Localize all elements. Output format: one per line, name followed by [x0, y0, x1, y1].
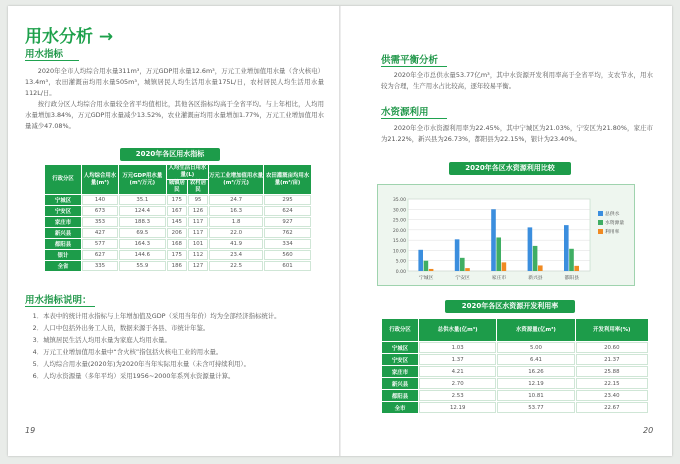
table-cell: 24.7 [209, 195, 263, 205]
table-cell: 624 [264, 206, 311, 216]
balance-text: 2020年全市总供水量53.77亿m³，其中水资源开发利用率高于全省平均，支农节水，用水较为合理，生产用水占比较高，逐年较易平衡。 [381, 71, 653, 90]
bar-2-3 [538, 265, 543, 271]
table-cell: 164.3 [119, 239, 166, 249]
table-cell: 12.19 [497, 378, 574, 389]
table-cell: 175 [167, 250, 187, 260]
table-cell: 117 [188, 217, 208, 227]
table-cell: 175 [167, 195, 187, 205]
table-cell: 23.40 [576, 390, 648, 401]
bar-chart [378, 185, 636, 287]
page-number-right: 20 [643, 426, 654, 435]
table-row [382, 390, 648, 401]
document-spread [8, 6, 672, 456]
note-item: 5．人均综合用水量(2020年)为2020年当年实际用水量（未含可持续利用）。 [32, 360, 250, 368]
balance-paragraph [381, 70, 653, 92]
arrow-right-icon: → [98, 27, 114, 47]
section-underline [25, 60, 79, 61]
bar-1-4 [569, 249, 574, 271]
section-heading-notes: 用水指标说明： [25, 295, 92, 306]
main-title: 用水分析 → [25, 27, 114, 47]
row-district-name: 全省 [45, 261, 81, 271]
table-row [45, 250, 311, 260]
table-cell: 23.4 [209, 250, 263, 260]
table-row [382, 342, 648, 353]
note-item: 3．城镇居民生活人均用水量为家庭人均用水量。 [32, 336, 171, 344]
table-cell: 4.21 [419, 366, 496, 377]
table-cell: 35.1 [119, 195, 166, 205]
chart-title-banner: 2020年各区水资源利用比较 [449, 162, 571, 175]
th-per-capita: 人均综合用水量(m³) [82, 165, 118, 194]
table-cell: 16.26 [497, 366, 574, 377]
paragraph-1: 2020年全市人均综合用水量311m³，万元GDP用水量12.6m³，万元工业增加值用水量（含火核电）13.4m³，农田灌溉亩均用水量505m³，城镇居民人均生活用水量175L/日，农村居民人均生活用水量112L/日。 [25, 67, 324, 97]
row-district-name: 家庄市 [382, 366, 418, 377]
table-title-banner: 2020年各区水资源开发利用率 [445, 300, 575, 313]
section-underline [381, 66, 447, 67]
table-row [45, 228, 311, 238]
paragraph-2: 按行政分区人均综合用水量较全省平均值相比，其他各区指标均高于全省平均。与上年相比，人均用水量增加3.84%，万元GDP用水量减少13.52%，农业灌溉亩均用水量增加1.77%，万元工业增加值用水量减少47.08%。 [25, 100, 324, 130]
x-tick-label: 新兴县 [528, 276, 543, 281]
th-gdp: 万元GDP用水量(m³/万元) [119, 165, 166, 194]
table-cell: 1.37 [419, 354, 496, 365]
table-cell: 124.4 [119, 206, 166, 216]
x-tick-label: 都阳县 [564, 276, 580, 281]
y-tick-label: 30.00 [392, 208, 406, 214]
row-district-name: 家庄市 [45, 217, 81, 227]
table-cell: 117 [188, 228, 208, 238]
usage-paragraphs [25, 66, 324, 132]
bar-0-2 [491, 209, 496, 271]
table-cell: 2.53 [419, 390, 496, 401]
table-cell: 127 [188, 261, 208, 271]
th-resources: 水资源量(亿m³) [497, 319, 574, 341]
utilization-paragraph [381, 123, 653, 145]
note-item: 2．人口中包括外出务工人员，数据来源于各县、市统计年鉴。 [32, 324, 210, 332]
bar-chart-panel [377, 184, 635, 286]
th-rural: 农村居民 [188, 180, 208, 194]
bar-2-4 [574, 266, 579, 271]
table-cell: 41.9 [209, 239, 263, 249]
y-tick-label: 35.00 [392, 198, 406, 203]
bar-1-3 [533, 246, 538, 271]
x-tick-label: 家庄市 [491, 276, 507, 281]
table-cell: 560 [264, 250, 311, 260]
table-cell: 12.19 [419, 402, 496, 413]
table-cell: 22.5 [209, 261, 263, 271]
row-district-name: 银计 [45, 250, 81, 260]
y-tick-label: 15.00 [392, 239, 406, 245]
table-cell: 22.0 [209, 228, 263, 238]
bar-0-1 [455, 239, 460, 271]
table-cell: 144.6 [119, 250, 166, 260]
bar-1-0 [424, 261, 429, 271]
bar-1-1 [460, 258, 465, 271]
right-page [341, 6, 672, 456]
row-district-name: 都阳县 [382, 390, 418, 401]
table-cell: 627 [82, 250, 118, 260]
table-cell: 168 [167, 239, 187, 249]
th-rate: 开发利用率(%) [576, 319, 648, 341]
table-cell: 101 [188, 239, 208, 249]
table-cell: 673 [82, 206, 118, 216]
y-tick-label: 10.00 [392, 249, 406, 255]
row-district-name: 宁安区 [45, 206, 81, 216]
table-cell: 1.8 [209, 217, 263, 227]
table-cell: 145 [167, 217, 187, 227]
table-cell: 427 [82, 228, 118, 238]
row-district-name: 宁城区 [45, 195, 81, 205]
y-tick-label: 20.00 [392, 228, 406, 234]
table-title-banner: 2020年各区用水指标 [120, 148, 220, 161]
table-row [45, 195, 311, 205]
row-district-name: 都阳县 [45, 239, 81, 249]
th-irrigation: 农田灌溉亩均用水量(m³/亩) [264, 165, 311, 194]
table-row [382, 354, 648, 365]
note-item: 6．人均水资源量（多年平均）采用1956~2000年系列水资源量计算。 [32, 372, 235, 380]
table-cell: 206 [167, 228, 187, 238]
bar-0-0 [418, 250, 423, 271]
table-cell: 22.15 [576, 378, 648, 389]
table-cell: 126 [188, 206, 208, 216]
table-cell: 353 [82, 217, 118, 227]
table-cell: 95 [188, 195, 208, 205]
th-district: 行政分区 [45, 165, 81, 194]
table-cell: 53.77 [497, 402, 574, 413]
left-page [8, 6, 339, 456]
table-cell: 21.37 [576, 354, 648, 365]
table-cell: 20.60 [576, 342, 648, 353]
bar-2-1 [465, 268, 470, 271]
legend-label: 利用率 [605, 230, 620, 235]
table-cell: 167 [167, 206, 187, 216]
utilization-table [381, 318, 649, 414]
y-tick-label: 25.00 [392, 218, 406, 224]
table-cell: 295 [264, 195, 311, 205]
table-cell: 140 [82, 195, 118, 205]
table-cell: 186 [167, 261, 187, 271]
table-cell: 22.67 [576, 402, 648, 413]
table-cell: 10.81 [497, 390, 574, 401]
table-cell: 334 [264, 239, 311, 249]
bar-0-4 [564, 225, 569, 271]
bar-2-0 [429, 269, 434, 271]
table-cell: 6.41 [497, 354, 574, 365]
legend-swatch [598, 220, 603, 225]
table-cell: 1.03 [419, 342, 496, 353]
note-item: 1．本表中的统计用水指标与上年增加值及GDP（采用当年价）均为全部经济指标统计。 [32, 312, 281, 320]
x-tick-label: 宁安区 [455, 276, 470, 281]
table-cell: 335 [82, 261, 118, 271]
section-underline [381, 118, 447, 119]
table-cell: 16.3 [209, 206, 263, 216]
section-heading-utilization: 水资源利用 [381, 107, 429, 118]
th-industry: 万元工业增加值用水量(m³/万元) [209, 165, 263, 194]
page-number-left: 19 [25, 426, 36, 435]
th-total-water: 总供水量(亿m³) [419, 319, 496, 341]
row-district-name: 新兴县 [382, 378, 418, 389]
table-row [382, 402, 648, 413]
row-district-name: 新兴县 [45, 228, 81, 238]
th-domestic: 人均生活日用水量(L) [168, 165, 207, 178]
usage-index-table [44, 164, 312, 272]
section-underline [25, 306, 95, 307]
table-cell: 188.3 [119, 217, 166, 227]
section-heading-usage-index: 用水指标 [25, 49, 64, 60]
legend-label: 水资源量 [605, 221, 625, 226]
table-cell: 5.00 [497, 342, 574, 353]
bar-1-2 [496, 237, 501, 271]
row-district-name: 宁安区 [382, 354, 418, 365]
usage-table-body [45, 195, 311, 271]
legend-swatch [598, 211, 603, 216]
table-row [382, 366, 648, 377]
note-item: 4．万元工业增加值用水量中“含火核”指包括火核电工业的用水量。 [32, 348, 223, 356]
row-district-name: 全市 [382, 402, 418, 413]
notes-list [25, 310, 324, 382]
table-cell: 577 [82, 239, 118, 249]
table-row [45, 217, 311, 227]
table-row [45, 206, 311, 216]
row-district-name: 宁城区 [382, 342, 418, 353]
table-cell: 762 [264, 228, 311, 238]
table-row [382, 378, 648, 389]
th-district: 行政分区 [382, 319, 418, 341]
utilization-text: 2020年全市水资源利用率为22.45%，其中宁城区为21.03%，宁安区为21.80%，家庄市为21.22%，新兴县为26.73%，都阳县为22.15%，银计为23.40%。 [381, 124, 653, 143]
x-tick-label: 宁城区 [418, 276, 434, 281]
table-cell: 69.5 [119, 228, 166, 238]
table-cell: 927 [264, 217, 311, 227]
legend-label: 总供水 [605, 212, 620, 217]
table-cell: 601 [264, 261, 311, 271]
bar-2-2 [502, 262, 507, 271]
table-cell: 55.9 [119, 261, 166, 271]
y-tick-label: 0.00 [395, 270, 406, 275]
legend-swatch [598, 229, 603, 234]
utilization-table-body [382, 342, 648, 413]
table-cell: 2.70 [419, 378, 496, 389]
y-tick-label: 5.00 [395, 259, 406, 265]
bar-0-3 [528, 227, 533, 271]
th-urban: 城镇居民 [167, 180, 187, 194]
table-cell: 112 [188, 250, 208, 260]
table-row [45, 261, 311, 271]
table-row [45, 239, 311, 249]
table-cell: 25.88 [576, 366, 648, 377]
section-heading-balance: 供需平衡分析 [381, 55, 439, 66]
